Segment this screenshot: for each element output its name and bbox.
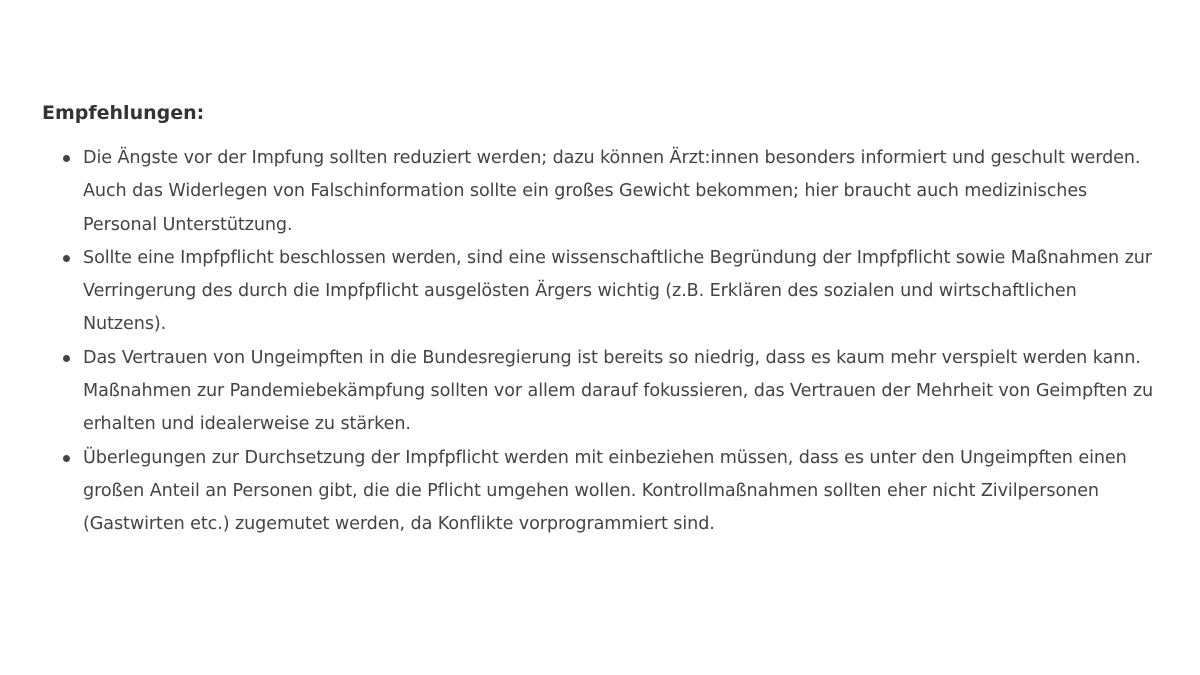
list-item-text: Sollte eine Impfpflicht beschlossen werden, sind eine wissenschaftliche Begründung der Impfpflicht sowie Maßnahmen zur Verringerung des durch die Impfpflicht ausgelösten Ärgers wichtig (z.B. Erklären des sozialen und wirtschaftlichen Nutzens). [83, 247, 1152, 335]
bullet-icon [63, 155, 70, 162]
list-item [42, 242, 1162, 342]
recommendations-section [42, 98, 1162, 542]
list-item [42, 442, 1162, 542]
list-item [42, 142, 1162, 242]
list-item [42, 342, 1162, 442]
bullet-icon [63, 355, 70, 362]
bullet-icon [63, 455, 70, 462]
section-heading: Empfehlungen: [42, 102, 205, 124]
list-item-text: Das Vertrauen von Ungeimpften in die Bundesregierung ist bereits so niedrig, dass es kaum mehr verspielt werden kann. Maßnahmen zur Pandemiebekämpfung sollten vor allem darauf fokussieren, das Vertrauen der Mehrheit von Geimpften zu erhalten und idealerweise zu stärken. [83, 347, 1154, 435]
list-item-text: Die Ängste vor der Impfung sollten reduziert werden; dazu können Ärzt:innen besonders informiert und geschult werden. Auch das Widerlegen von Falschinformation sollte ein großes Gewicht bekommen; hier braucht auch medizinisches Personal Unterstützung. [83, 148, 1141, 235]
list-item-text: Überlegungen zur Durchsetzung der Impfpflicht werden mit einbeziehen müssen, dass es unter den Ungeimpften einen großen Anteil an Personen gibt, die die Pflicht umgehen wollen. Kontrollmaßnahmen sollten eher nicht Zivilpersonen (Gastwirten etc.) zugemutet werden, da Konflikte vorprogrammiert sind. [83, 447, 1127, 535]
recommendations-list [42, 142, 1162, 542]
bullet-icon [63, 255, 70, 262]
